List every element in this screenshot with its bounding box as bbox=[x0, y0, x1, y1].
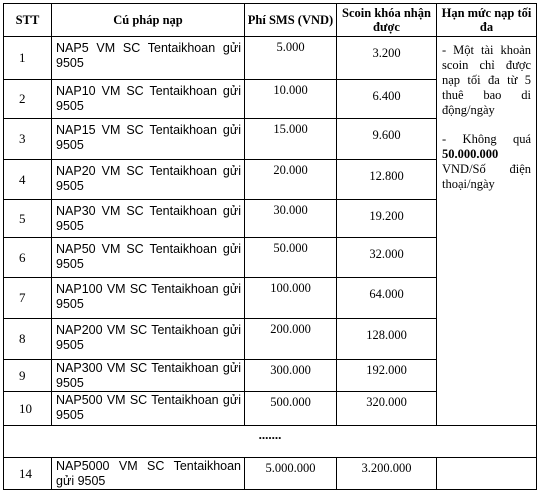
row-fee: 5.000 bbox=[245, 37, 337, 80]
row-fee: 20.000 bbox=[245, 160, 337, 200]
table-row bbox=[4, 458, 537, 490]
row-coin: 9.600 bbox=[337, 119, 437, 160]
header-limit: Hạn mức nạp tối đa bbox=[437, 4, 537, 37]
row-syntax: NAP50 VM SC Tentaikhoan gửi 9505 bbox=[52, 238, 245, 278]
row-syntax: NAP5 VM SC Tentaikhoan gửi 9505 bbox=[52, 37, 245, 80]
table-row bbox=[4, 37, 537, 80]
row-coin: 64.000 bbox=[337, 278, 437, 319]
row-fee: 200.000 bbox=[245, 319, 337, 360]
row-fee: 300.000 bbox=[245, 360, 337, 392]
row-fee: 500.000 bbox=[245, 392, 337, 426]
row-syntax: NAP200 VM SC Tentaikhoan gửi 9505 bbox=[52, 319, 245, 360]
limit-amount: 50.000.000 bbox=[442, 147, 499, 161]
row-syntax: NAP30 VM SC Tentaikhoan gửi 9505 bbox=[52, 200, 245, 238]
row-fee: 100.000 bbox=[245, 278, 337, 319]
row-fee: 50.000 bbox=[245, 238, 337, 278]
row-coin: 6.400 bbox=[337, 80, 437, 119]
row-stt: 1 bbox=[4, 37, 52, 80]
row-fee: 5.000.000 bbox=[245, 458, 337, 490]
row-syntax: NAP5000 VM SC Tentaikhoan gửi 9505 bbox=[52, 458, 245, 490]
row-syntax: NAP20 VM SC Tentaikhoan gửi 9505 bbox=[52, 160, 245, 200]
ellipsis: ....... bbox=[4, 426, 537, 458]
header-syntax: Cú pháp nạp bbox=[52, 4, 245, 37]
row-stt: 4 bbox=[4, 160, 52, 200]
header-coin: Scoin khóa nhận được bbox=[337, 4, 437, 37]
row-fee: 10.000 bbox=[245, 80, 337, 119]
row-syntax: NAP100 VM SC Tentaikhoan gửi 9505 bbox=[52, 278, 245, 319]
header-fee: Phí SMS (VND) bbox=[245, 4, 337, 37]
row-syntax: NAP10 VM SC Tentaikhoan gửi 9505 bbox=[52, 80, 245, 119]
row-coin: 3.200.000 bbox=[337, 458, 437, 490]
row-coin: 32.000 bbox=[337, 238, 437, 278]
row-coin: 128.000 bbox=[337, 319, 437, 360]
row-stt: 3 bbox=[4, 119, 52, 160]
limit-cell bbox=[437, 37, 537, 426]
table-header-row bbox=[4, 4, 537, 37]
row-stt: 7 bbox=[4, 278, 52, 319]
row-stt: 9 bbox=[4, 360, 52, 392]
row-stt: 2 bbox=[4, 80, 52, 119]
row-syntax: NAP15 VM SC Tentaikhoan gửi 9505 bbox=[52, 119, 245, 160]
row-fee: 30.000 bbox=[245, 200, 337, 238]
row-coin: 320.000 bbox=[337, 392, 437, 426]
row-stt: 6 bbox=[4, 238, 52, 278]
row-stt: 10 bbox=[4, 392, 52, 426]
row-coin: 192.000 bbox=[337, 360, 437, 392]
row-stt: 14 bbox=[4, 458, 52, 490]
limit-line-2-prefix: - Không quá bbox=[442, 132, 531, 146]
limit-line-1: - Một tài khoản scoin chỉ được nạp tối đa từ 5 thuê bao di động/ngày bbox=[442, 43, 531, 117]
row-stt: 5 bbox=[4, 200, 52, 238]
header-stt: STT bbox=[4, 4, 52, 37]
limit-line-2 bbox=[442, 132, 531, 192]
row-coin: 3.200 bbox=[337, 37, 437, 80]
row-stt: 8 bbox=[4, 319, 52, 360]
row-syntax: NAP500 VM SC Tentaikhoan gửi 9505 bbox=[52, 392, 245, 426]
row-syntax: NAP300 VM SC Tentaikhoan gửi 9505 bbox=[52, 360, 245, 392]
ellipsis-row bbox=[4, 426, 537, 458]
limit-line-2-suffix: VND/Số điện thoại/ngày bbox=[442, 162, 531, 191]
row-fee: 15.000 bbox=[245, 119, 337, 160]
row-coin: 12.800 bbox=[337, 160, 437, 200]
sms-topup-table bbox=[3, 3, 537, 490]
row-limit-empty bbox=[437, 458, 537, 490]
row-coin: 19.200 bbox=[337, 200, 437, 238]
